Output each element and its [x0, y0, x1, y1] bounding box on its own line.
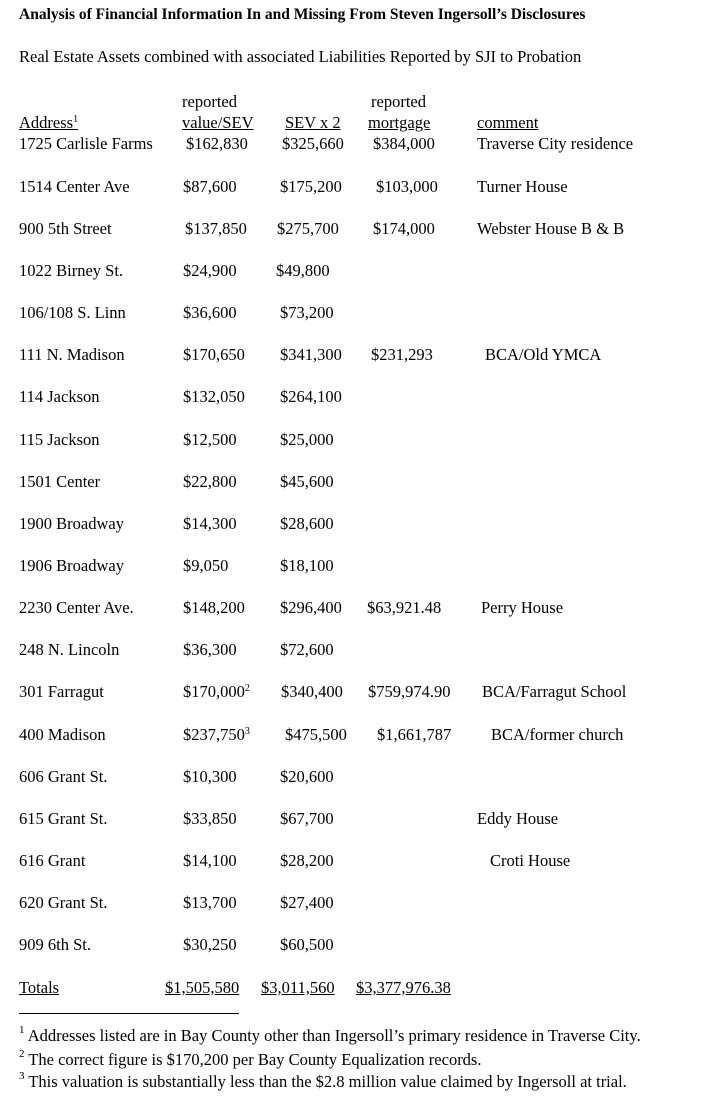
row-10-address-text: 1906 Broadway [19, 556, 124, 575]
row-19-value-sev-text: $30,250 [183, 935, 237, 954]
header-address-footnote-ref: 1 [73, 114, 79, 125]
row-16-value-sev-text: $33,850 [183, 809, 237, 828]
row-14-comment [491, 725, 623, 745]
row-11-mortgage-text: $63,921.48 [367, 598, 442, 617]
row-7-value-sev-text: $12,500 [183, 430, 237, 449]
row-7-address-text: 115 Jackson [19, 430, 100, 449]
row-5-comment-text: BCA/Old YMCA [485, 345, 602, 364]
row-18-address [19, 893, 107, 913]
document-subtitle: Real Estate Assets combined with associated Liabilities Reported by SJI to Probation [19, 47, 582, 66]
document-title: Analysis of Financial Information In and Missing From Steven Ingersoll’s Disclosures [19, 6, 586, 23]
row-15-value-sev [183, 767, 237, 787]
row-1-sev-x2-text: $175,200 [280, 177, 342, 196]
row-1-comment-text: Turner House [477, 177, 568, 196]
row-16-address [19, 809, 107, 829]
row-13-mortgage-text: $759,974.90 [368, 682, 451, 701]
footnote-3-number: 3 [19, 1070, 25, 1082]
row-18-address-text: 620 Grant St. [19, 893, 108, 912]
header-mortgage: mortgage [368, 113, 431, 132]
row-19-value-sev [183, 935, 237, 955]
row-13-address [19, 682, 104, 702]
header-sev-x2: SEV x 2 [285, 113, 341, 132]
row-0-value-sev [186, 134, 248, 154]
row-0-value-sev-text: $162,830 [186, 134, 248, 153]
row-17-address-text: 616 Grant [19, 851, 86, 870]
row-2-value-sev [185, 219, 247, 239]
row-17-comment-text: Croti House [490, 851, 571, 870]
row-12-sev-x2 [280, 640, 334, 660]
row-18-sev-x2 [280, 893, 334, 913]
row-1-address-text: 1514 Center Ave [19, 177, 130, 196]
row-2-comment [477, 219, 624, 239]
row-0-sev-x2 [282, 134, 344, 154]
row-9-sev-x2-text: $28,600 [280, 514, 334, 533]
row-0-address [19, 134, 153, 154]
totals-label: Totals [19, 978, 60, 997]
row-4-address [19, 303, 126, 323]
row-19-address-text: 909 6th St. [19, 935, 91, 954]
row-5-address [19, 345, 125, 365]
row-12-value-sev-text: $36,300 [183, 640, 237, 659]
row-2-address-text: 900 5th Street [19, 219, 112, 238]
footnote-divider [19, 1013, 239, 1014]
row-11-comment-text: Perry House [481, 598, 564, 617]
row-13-comment [482, 682, 626, 702]
footnote-3-text: This valuation is substantially less than the $2.8 million value claimed by Ingersoll at trial. [28, 1072, 627, 1091]
row-14-value-sev [183, 725, 250, 745]
row-13-address-text: 301 Farragut [19, 682, 104, 701]
row-9-sev-x2 [280, 514, 334, 534]
row-3-address-text: 1022 Birney St. [19, 261, 124, 280]
header-comment: comment [477, 113, 539, 132]
row-14-address [19, 725, 106, 745]
row-6-address-text: 114 Jackson [19, 387, 100, 406]
row-13-value-sev-footnote-ref: 2 [244, 683, 250, 694]
footnote-1 [19, 1026, 641, 1046]
row-15-address [19, 767, 107, 787]
footnote-3 [19, 1072, 627, 1092]
row-12-sev-x2-text: $72,600 [280, 640, 334, 659]
row-17-value-sev [183, 851, 237, 871]
row-11-value-sev-text: $148,200 [183, 598, 245, 617]
header-reported-top: reported [182, 92, 237, 111]
row-7-sev-x2-text: $25,000 [280, 430, 334, 449]
header-address [19, 113, 78, 133]
row-13-mortgage [368, 682, 451, 702]
row-7-address [19, 430, 100, 450]
row-1-value-sev [183, 177, 237, 197]
row-0-mortgage-text: $384,000 [373, 134, 435, 153]
row-2-comment-text: Webster House B & B [477, 219, 625, 238]
header-mortgage-top: reported [371, 92, 426, 111]
footnote-2-text: The correct figure is $170,200 per Bay County Equalization records. [28, 1050, 482, 1069]
row-10-sev-x2-text: $18,100 [280, 556, 334, 575]
row-5-mortgage [371, 345, 433, 365]
footnote-2-number: 2 [19, 1048, 25, 1060]
row-6-address [19, 387, 100, 407]
row-6-sev-x2 [280, 387, 342, 407]
row-3-sev-x2-text: $49,800 [276, 261, 330, 280]
row-4-address-text: 106/108 S. Linn [19, 303, 126, 322]
row-8-address-text: 1501 Center [19, 472, 101, 491]
footnote-1-number: 1 [19, 1024, 25, 1036]
row-0-sev-x2-text: $325,660 [282, 134, 344, 153]
row-11-mortgage [367, 598, 441, 618]
row-0-address-text: 1725 Carlisle Farms [19, 134, 153, 153]
totals-sev-x2: $3,011,560 [261, 978, 335, 997]
row-3-address [19, 261, 123, 281]
row-13-value-sev [183, 682, 250, 702]
row-4-sev-x2 [280, 303, 334, 323]
row-5-comment [485, 345, 601, 365]
row-18-value-sev [183, 893, 237, 913]
row-8-sev-x2 [280, 472, 334, 492]
row-11-sev-x2 [280, 598, 342, 618]
row-12-address [19, 640, 119, 660]
row-2-mortgage-text: $174,000 [373, 219, 435, 238]
row-3-sev-x2 [276, 261, 330, 281]
row-2-sev-x2-text: $275,700 [277, 219, 339, 238]
row-4-value-sev-text: $36,600 [183, 303, 237, 322]
row-6-value-sev [183, 387, 245, 407]
row-2-mortgage [373, 219, 435, 239]
row-14-sev-x2-text: $475,500 [285, 725, 347, 744]
row-7-sev-x2 [280, 430, 334, 450]
row-13-sev-x2 [281, 682, 343, 702]
row-2-address [19, 219, 112, 239]
row-0-comment-text: Traverse City residence [477, 134, 634, 153]
row-4-value-sev [183, 303, 237, 323]
row-8-address [19, 472, 100, 492]
row-19-sev-x2-text: $60,500 [280, 935, 334, 954]
row-10-sev-x2 [280, 556, 334, 576]
row-14-value-sev-footnote-ref: 3 [244, 726, 250, 737]
row-11-sev-x2-text: $296,400 [280, 598, 342, 617]
row-9-value-sev [183, 514, 237, 534]
row-16-sev-x2-text: $67,700 [280, 809, 334, 828]
totals-value: $1,505,580 [165, 978, 240, 997]
row-5-address-text: 111 N. Madison [19, 345, 125, 364]
totals-mortgage: $3,377,976.38 [356, 978, 451, 997]
row-5-sev-x2 [280, 345, 342, 365]
row-17-sev-x2 [280, 851, 334, 871]
row-11-address [19, 598, 134, 618]
row-10-value-sev-text: $9,050 [183, 556, 229, 575]
row-2-sev-x2 [277, 219, 339, 239]
row-0-comment [477, 134, 633, 154]
header-value-sev: value/SEV [182, 113, 254, 132]
row-14-sev-x2 [285, 725, 347, 745]
row-17-comment [490, 851, 570, 871]
row-12-value-sev [183, 640, 237, 660]
row-4-sev-x2-text: $73,200 [280, 303, 334, 322]
row-17-sev-x2-text: $28,200 [280, 851, 334, 870]
row-1-value-sev-text: $87,600 [183, 177, 237, 196]
row-16-comment-text: Eddy House [477, 809, 559, 828]
row-2-value-sev-text: $137,850 [185, 219, 247, 238]
footnote-1-text: Addresses listed are in Bay County other than Ingersoll’s primary residence in Traverse City. [27, 1026, 641, 1045]
row-14-address-text: 400 Madison [19, 725, 106, 744]
row-11-value-sev [183, 598, 245, 618]
row-1-address [19, 177, 130, 197]
row-16-sev-x2 [280, 809, 334, 829]
row-1-mortgage [376, 177, 438, 197]
row-9-address-text: 1900 Broadway [19, 514, 124, 533]
row-15-address-text: 606 Grant St. [19, 767, 108, 786]
row-1-comment [477, 177, 568, 197]
row-16-address-text: 615 Grant St. [19, 809, 108, 828]
row-14-comment-text: BCA/former church [491, 725, 624, 744]
row-17-address [19, 851, 85, 871]
row-5-sev-x2-text: $341,300 [280, 345, 342, 364]
row-15-sev-x2-text: $20,600 [280, 767, 334, 786]
row-3-value-sev [183, 261, 237, 281]
row-9-value-sev-text: $14,300 [183, 514, 237, 533]
row-13-sev-x2-text: $340,400 [281, 682, 343, 701]
row-12-address-text: 248 N. Lincoln [19, 640, 120, 659]
row-7-value-sev [183, 430, 237, 450]
row-3-value-sev-text: $24,900 [183, 261, 237, 280]
footnote-2 [19, 1050, 481, 1070]
row-13-comment-text: BCA/Farragut School [482, 682, 627, 701]
row-16-comment [477, 809, 558, 829]
row-19-address [19, 935, 91, 955]
row-0-mortgage [373, 134, 435, 154]
row-5-value-sev-text: $170,650 [183, 345, 245, 364]
row-6-sev-x2-text: $264,100 [280, 387, 342, 406]
row-18-sev-x2-text: $27,400 [280, 893, 334, 912]
row-13-value-sev-text: $170,000 [183, 682, 245, 701]
row-10-address [19, 556, 124, 576]
row-17-value-sev-text: $14,100 [183, 851, 237, 870]
row-1-sev-x2 [280, 177, 342, 197]
row-11-comment [481, 598, 563, 618]
row-19-sev-x2 [280, 935, 334, 955]
row-5-mortgage-text: $231,293 [371, 345, 433, 364]
row-8-value-sev [183, 472, 237, 492]
row-8-value-sev-text: $22,800 [183, 472, 237, 491]
row-14-value-sev-text: $237,750 [183, 725, 245, 744]
row-14-mortgage [377, 725, 451, 745]
row-5-value-sev [183, 345, 245, 365]
row-9-address [19, 514, 124, 534]
row-14-mortgage-text: $1,661,787 [377, 725, 452, 744]
row-1-mortgage-text: $103,000 [376, 177, 438, 196]
row-15-sev-x2 [280, 767, 334, 787]
row-11-address-text: 2230 Center Ave. [19, 598, 134, 617]
row-18-value-sev-text: $13,700 [183, 893, 237, 912]
row-15-value-sev-text: $10,300 [183, 767, 237, 786]
header-address-label: Address [19, 113, 74, 132]
row-16-value-sev [183, 809, 237, 829]
row-10-value-sev [183, 556, 228, 576]
row-8-sev-x2-text: $45,600 [280, 472, 334, 491]
row-6-value-sev-text: $132,050 [183, 387, 245, 406]
